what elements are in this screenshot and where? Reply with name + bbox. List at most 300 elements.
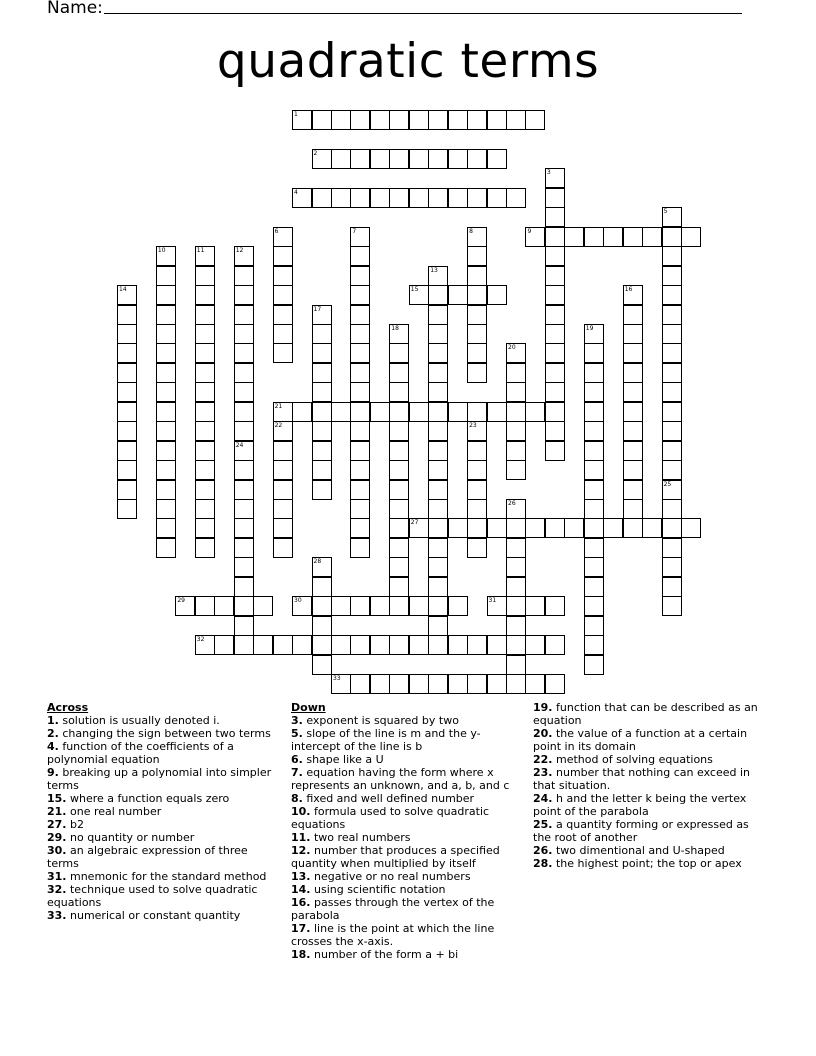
grid-cell[interactable]	[234, 285, 254, 305]
grid-cell[interactable]	[195, 635, 215, 655]
grid-cell[interactable]	[428, 188, 448, 208]
grid-cell[interactable]	[195, 382, 215, 402]
grid-cell[interactable]	[195, 499, 215, 519]
grid-cell[interactable]	[409, 149, 429, 169]
grid-cell[interactable]	[156, 421, 176, 441]
grid-cell[interactable]	[156, 343, 176, 363]
grid-cell[interactable]	[662, 421, 682, 441]
grid-cell[interactable]	[370, 149, 390, 169]
grid-cell[interactable]	[389, 538, 409, 558]
grid-cell[interactable]	[506, 460, 526, 480]
grid-cell[interactable]	[584, 363, 604, 383]
grid-cell[interactable]	[156, 460, 176, 480]
grid-cell[interactable]	[389, 402, 409, 422]
grid-cell[interactable]	[662, 577, 682, 597]
grid-cell[interactable]	[389, 188, 409, 208]
grid-cell[interactable]	[584, 655, 604, 675]
grid-cell[interactable]	[234, 441, 254, 461]
grid-cell[interactable]	[389, 635, 409, 655]
grid-cell[interactable]	[681, 227, 701, 247]
grid-cell[interactable]	[584, 577, 604, 597]
grid-cell[interactable]	[428, 382, 448, 402]
grid-cell[interactable]	[409, 402, 429, 422]
grid-cell[interactable]	[623, 227, 643, 247]
grid-cell[interactable]	[428, 616, 448, 636]
grid-cell[interactable]	[312, 596, 332, 616]
grid-cell[interactable]	[195, 246, 215, 266]
grid-cell[interactable]	[253, 596, 273, 616]
grid-cell[interactable]	[273, 635, 293, 655]
grid-cell[interactable]	[273, 460, 293, 480]
grid-cell[interactable]	[312, 343, 332, 363]
grid-cell[interactable]	[662, 266, 682, 286]
grid-cell[interactable]	[428, 499, 448, 519]
grid-cell[interactable]	[448, 596, 468, 616]
grid-cell[interactable]	[467, 285, 487, 305]
grid-cell[interactable]	[584, 441, 604, 461]
grid-cell[interactable]	[350, 227, 370, 247]
grid-cell[interactable]	[487, 402, 507, 422]
grid-cell[interactable]	[623, 305, 643, 325]
grid-cell[interactable]	[273, 538, 293, 558]
grid-cell[interactable]	[195, 363, 215, 383]
grid-cell[interactable]	[350, 285, 370, 305]
grid-cell[interactable]	[312, 382, 332, 402]
grid-cell[interactable]	[350, 305, 370, 325]
grid-cell[interactable]	[506, 382, 526, 402]
grid-cell[interactable]	[584, 518, 604, 538]
grid-cell[interactable]	[350, 149, 370, 169]
grid-cell[interactable]	[195, 480, 215, 500]
grid-cell[interactable]	[545, 596, 565, 616]
grid-cell[interactable]	[117, 480, 137, 500]
grid-cell[interactable]	[623, 421, 643, 441]
grid-cell[interactable]	[564, 518, 584, 538]
grid-cell[interactable]	[467, 480, 487, 500]
grid-cell[interactable]	[350, 460, 370, 480]
grid-cell[interactable]	[467, 518, 487, 538]
grid-cell[interactable]	[467, 227, 487, 247]
grid-cell[interactable]	[117, 363, 137, 383]
grid-cell[interactable]	[428, 518, 448, 538]
grid-cell[interactable]	[117, 402, 137, 422]
grid-cell[interactable]	[467, 421, 487, 441]
grid-cell[interactable]	[214, 596, 234, 616]
grid-cell[interactable]	[195, 266, 215, 286]
grid-cell[interactable]	[350, 635, 370, 655]
grid-cell[interactable]	[467, 460, 487, 480]
grid-cell[interactable]	[117, 460, 137, 480]
grid-cell[interactable]	[312, 421, 332, 441]
grid-cell[interactable]	[234, 518, 254, 538]
grid-cell[interactable]	[623, 460, 643, 480]
grid-cell[interactable]	[584, 402, 604, 422]
grid-cell[interactable]	[681, 518, 701, 538]
grid-cell[interactable]	[350, 538, 370, 558]
grid-cell[interactable]	[623, 402, 643, 422]
grid-cell[interactable]	[642, 518, 662, 538]
grid-cell[interactable]	[350, 188, 370, 208]
grid-cell[interactable]	[389, 441, 409, 461]
grid-cell[interactable]	[525, 674, 545, 694]
grid-cell[interactable]	[487, 149, 507, 169]
grid-cell[interactable]	[389, 577, 409, 597]
grid-cell[interactable]	[292, 596, 312, 616]
grid-cell[interactable]	[448, 188, 468, 208]
grid-cell[interactable]	[409, 285, 429, 305]
grid-cell[interactable]	[662, 460, 682, 480]
grid-cell[interactable]	[234, 480, 254, 500]
grid-cell[interactable]	[448, 402, 468, 422]
grid-cell[interactable]	[584, 382, 604, 402]
grid-cell[interactable]	[545, 441, 565, 461]
grid-cell[interactable]	[312, 616, 332, 636]
grid-cell[interactable]	[350, 324, 370, 344]
grid-cell[interactable]	[117, 421, 137, 441]
grid-cell[interactable]	[195, 538, 215, 558]
grid-cell[interactable]	[389, 499, 409, 519]
grid-cell[interactable]	[584, 596, 604, 616]
grid-cell[interactable]	[350, 246, 370, 266]
grid-cell[interactable]	[525, 518, 545, 538]
grid-cell[interactable]	[234, 499, 254, 519]
grid-cell[interactable]	[331, 188, 351, 208]
grid-cell[interactable]	[312, 655, 332, 675]
grid-cell[interactable]	[409, 110, 429, 130]
grid-cell[interactable]	[428, 421, 448, 441]
grid-cell[interactable]	[156, 441, 176, 461]
grid-cell[interactable]	[467, 343, 487, 363]
grid-cell[interactable]	[584, 480, 604, 500]
grid-cell[interactable]	[467, 324, 487, 344]
grid-cell[interactable]	[428, 149, 448, 169]
grid-cell[interactable]	[409, 674, 429, 694]
grid-cell[interactable]	[409, 518, 429, 538]
grid-cell[interactable]	[156, 363, 176, 383]
grid-cell[interactable]	[234, 538, 254, 558]
grid-cell[interactable]	[350, 480, 370, 500]
grid-cell[interactable]	[506, 402, 526, 422]
grid-cell[interactable]	[545, 674, 565, 694]
grid-cell[interactable]	[234, 421, 254, 441]
grid-cell[interactable]	[312, 635, 332, 655]
grid-cell[interactable]	[195, 596, 215, 616]
grid-cell[interactable]	[117, 324, 137, 344]
grid-cell[interactable]	[175, 596, 195, 616]
grid-cell[interactable]	[350, 499, 370, 519]
grid-cell[interactable]	[545, 227, 565, 247]
grid-cell[interactable]	[350, 110, 370, 130]
grid-cell[interactable]	[389, 324, 409, 344]
grid-cell[interactable]	[117, 441, 137, 461]
grid-cell[interactable]	[662, 441, 682, 461]
grid-cell[interactable]	[389, 557, 409, 577]
grid-cell[interactable]	[214, 635, 234, 655]
grid-cell[interactable]	[234, 596, 254, 616]
grid-cell[interactable]	[487, 188, 507, 208]
grid-cell[interactable]	[545, 246, 565, 266]
grid-cell[interactable]	[506, 363, 526, 383]
grid-cell[interactable]	[350, 421, 370, 441]
grid-cell[interactable]	[292, 635, 312, 655]
grid-cell[interactable]	[487, 674, 507, 694]
grid-cell[interactable]	[117, 343, 137, 363]
grid-cell[interactable]	[564, 227, 584, 247]
grid-cell[interactable]	[467, 305, 487, 325]
grid-cell[interactable]	[156, 499, 176, 519]
grid-cell[interactable]	[389, 110, 409, 130]
grid-cell[interactable]	[506, 441, 526, 461]
grid-cell[interactable]	[409, 596, 429, 616]
grid-cell[interactable]	[331, 674, 351, 694]
grid-cell[interactable]	[487, 285, 507, 305]
grid-cell[interactable]	[584, 499, 604, 519]
grid-cell[interactable]	[428, 538, 448, 558]
grid-cell[interactable]	[331, 110, 351, 130]
grid-cell[interactable]	[350, 402, 370, 422]
grid-cell[interactable]	[273, 227, 293, 247]
grid-cell[interactable]	[467, 441, 487, 461]
grid-cell[interactable]	[156, 305, 176, 325]
grid-cell[interactable]	[389, 363, 409, 383]
grid-cell[interactable]	[662, 382, 682, 402]
grid-cell[interactable]	[467, 266, 487, 286]
grid-cell[interactable]	[545, 382, 565, 402]
grid-cell[interactable]	[428, 557, 448, 577]
grid-cell[interactable]	[467, 635, 487, 655]
grid-cell[interactable]	[273, 266, 293, 286]
grid-cell[interactable]	[603, 227, 623, 247]
grid-cell[interactable]	[156, 538, 176, 558]
grid-cell[interactable]	[662, 305, 682, 325]
grid-cell[interactable]	[467, 363, 487, 383]
grid-cell[interactable]	[292, 188, 312, 208]
grid-cell[interactable]	[467, 402, 487, 422]
grid-cell[interactable]	[195, 402, 215, 422]
grid-cell[interactable]	[234, 616, 254, 636]
grid-cell[interactable]	[506, 110, 526, 130]
grid-cell[interactable]	[662, 285, 682, 305]
grid-cell[interactable]	[350, 674, 370, 694]
grid-cell[interactable]	[234, 343, 254, 363]
grid-cell[interactable]	[545, 266, 565, 286]
grid-cell[interactable]	[467, 538, 487, 558]
grid-cell[interactable]	[312, 460, 332, 480]
grid-cell[interactable]	[545, 518, 565, 538]
grid-cell[interactable]	[409, 188, 429, 208]
grid-cell[interactable]	[156, 285, 176, 305]
grid-cell[interactable]	[117, 305, 137, 325]
grid-cell[interactable]	[428, 577, 448, 597]
grid-cell[interactable]	[662, 227, 682, 247]
grid-cell[interactable]	[117, 499, 137, 519]
grid-cell[interactable]	[428, 110, 448, 130]
grid-cell[interactable]	[331, 402, 351, 422]
grid-cell[interactable]	[370, 402, 390, 422]
grid-cell[interactable]	[642, 227, 662, 247]
grid-cell[interactable]	[312, 188, 332, 208]
grid-cell[interactable]	[428, 324, 448, 344]
grid-cell[interactable]	[312, 480, 332, 500]
grid-cell[interactable]	[506, 674, 526, 694]
grid-cell[interactable]	[545, 363, 565, 383]
grid-cell[interactable]	[623, 363, 643, 383]
grid-cell[interactable]	[273, 441, 293, 461]
grid-cell[interactable]	[545, 305, 565, 325]
grid-cell[interactable]	[545, 402, 565, 422]
grid-cell[interactable]	[428, 343, 448, 363]
grid-cell[interactable]	[467, 499, 487, 519]
grid-cell[interactable]	[117, 285, 137, 305]
grid-cell[interactable]	[506, 596, 526, 616]
grid-cell[interactable]	[545, 324, 565, 344]
grid-cell[interactable]	[370, 674, 390, 694]
grid-cell[interactable]	[448, 110, 468, 130]
grid-cell[interactable]	[409, 635, 429, 655]
grid-cell[interactable]	[350, 518, 370, 538]
grid-cell[interactable]	[448, 285, 468, 305]
grid-cell[interactable]	[545, 188, 565, 208]
grid-cell[interactable]	[156, 324, 176, 344]
grid-cell[interactable]	[584, 460, 604, 480]
grid-cell[interactable]	[195, 324, 215, 344]
grid-cell[interactable]	[428, 635, 448, 655]
grid-cell[interactable]	[506, 188, 526, 208]
grid-cell[interactable]	[428, 674, 448, 694]
grid-cell[interactable]	[234, 402, 254, 422]
grid-cell[interactable]	[545, 285, 565, 305]
grid-cell[interactable]	[448, 674, 468, 694]
grid-cell[interactable]	[428, 441, 448, 461]
grid-cell[interactable]	[350, 363, 370, 383]
grid-cell[interactable]	[506, 577, 526, 597]
grid-cell[interactable]	[662, 343, 682, 363]
grid-cell[interactable]	[662, 596, 682, 616]
grid-cell[interactable]	[273, 305, 293, 325]
grid-cell[interactable]	[350, 441, 370, 461]
grid-cell[interactable]	[428, 596, 448, 616]
grid-cell[interactable]	[292, 110, 312, 130]
grid-cell[interactable]	[331, 635, 351, 655]
grid-cell[interactable]	[195, 305, 215, 325]
grid-cell[interactable]	[623, 499, 643, 519]
grid-cell[interactable]	[487, 596, 507, 616]
grid-cell[interactable]	[584, 616, 604, 636]
grid-cell[interactable]	[623, 480, 643, 500]
grid-cell[interactable]	[234, 266, 254, 286]
grid-cell[interactable]	[584, 538, 604, 558]
grid-cell[interactable]	[156, 480, 176, 500]
grid-cell[interactable]	[506, 655, 526, 675]
grid-cell[interactable]	[234, 635, 254, 655]
grid-cell[interactable]	[370, 188, 390, 208]
grid-cell[interactable]	[545, 343, 565, 363]
grid-cell[interactable]	[662, 363, 682, 383]
grid-cell[interactable]	[506, 518, 526, 538]
grid-cell[interactable]	[428, 363, 448, 383]
grid-cell[interactable]	[312, 577, 332, 597]
grid-cell[interactable]	[487, 518, 507, 538]
grid-cell[interactable]	[273, 518, 293, 538]
grid-cell[interactable]	[273, 343, 293, 363]
grid-cell[interactable]	[312, 402, 332, 422]
grid-cell[interactable]	[467, 149, 487, 169]
grid-cell[interactable]	[525, 402, 545, 422]
grid-cell[interactable]	[389, 480, 409, 500]
grid-cell[interactable]	[623, 343, 643, 363]
grid-cell[interactable]	[389, 421, 409, 441]
grid-cell[interactable]	[331, 596, 351, 616]
grid-cell[interactable]	[312, 557, 332, 577]
grid-cell[interactable]	[545, 635, 565, 655]
grid-cell[interactable]	[525, 110, 545, 130]
grid-cell[interactable]	[312, 441, 332, 461]
grid-cell[interactable]	[234, 557, 254, 577]
grid-cell[interactable]	[662, 499, 682, 519]
grid-cell[interactable]	[312, 324, 332, 344]
grid-cell[interactable]	[350, 343, 370, 363]
grid-cell[interactable]	[389, 382, 409, 402]
grid-cell[interactable]	[623, 382, 643, 402]
grid-cell[interactable]	[312, 110, 332, 130]
grid-cell[interactable]	[467, 674, 487, 694]
grid-cell[interactable]	[312, 149, 332, 169]
grid-cell[interactable]	[350, 596, 370, 616]
grid-cell[interactable]	[253, 635, 273, 655]
grid-cell[interactable]	[370, 635, 390, 655]
grid-cell[interactable]	[234, 460, 254, 480]
grid-cell[interactable]	[467, 110, 487, 130]
grid-cell[interactable]	[156, 266, 176, 286]
grid-cell[interactable]	[331, 149, 351, 169]
grid-cell[interactable]	[525, 635, 545, 655]
grid-cell[interactable]	[506, 343, 526, 363]
grid-cell[interactable]	[623, 324, 643, 344]
grid-cell[interactable]	[234, 382, 254, 402]
grid-cell[interactable]	[506, 538, 526, 558]
grid-cell[interactable]	[312, 305, 332, 325]
grid-cell[interactable]	[195, 421, 215, 441]
grid-cell[interactable]	[273, 285, 293, 305]
grid-cell[interactable]	[487, 110, 507, 130]
grid-cell[interactable]	[156, 382, 176, 402]
grid-cell[interactable]	[195, 460, 215, 480]
grid-cell[interactable]	[448, 635, 468, 655]
grid-cell[interactable]	[273, 402, 293, 422]
grid-cell[interactable]	[389, 674, 409, 694]
grid-cell[interactable]	[662, 518, 682, 538]
grid-cell[interactable]	[234, 577, 254, 597]
grid-cell[interactable]	[662, 538, 682, 558]
grid-cell[interactable]	[623, 285, 643, 305]
grid-cell[interactable]	[389, 518, 409, 538]
grid-cell[interactable]	[195, 285, 215, 305]
grid-cell[interactable]	[195, 441, 215, 461]
grid-cell[interactable]	[623, 441, 643, 461]
grid-cell[interactable]	[350, 266, 370, 286]
grid-cell[interactable]	[467, 188, 487, 208]
grid-cell[interactable]	[273, 324, 293, 344]
grid-cell[interactable]	[428, 305, 448, 325]
grid-cell[interactable]	[428, 266, 448, 286]
grid-cell[interactable]	[448, 149, 468, 169]
grid-cell[interactable]	[350, 382, 370, 402]
grid-cell[interactable]	[370, 596, 390, 616]
grid-cell[interactable]	[195, 518, 215, 538]
grid-cell[interactable]	[506, 499, 526, 519]
grid-cell[interactable]	[273, 246, 293, 266]
grid-cell[interactable]	[370, 110, 390, 130]
